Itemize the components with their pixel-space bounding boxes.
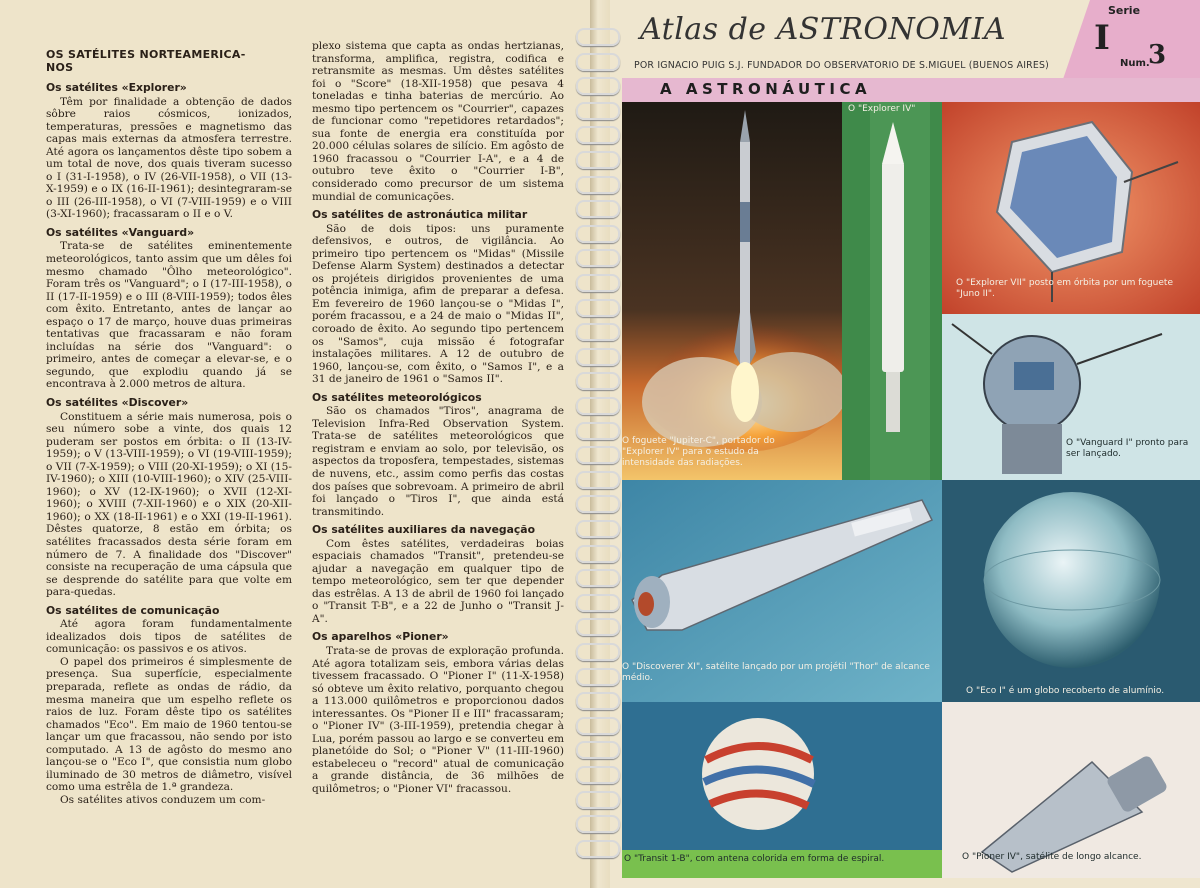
explorer-iv-illustration [842, 102, 942, 480]
binding-ring [576, 471, 620, 489]
binding-ring [576, 422, 620, 440]
panel-pioner-iv [942, 702, 1200, 878]
panel-vanguard-i [942, 314, 1200, 480]
section-heading: Os aparelhos «Pioner» [312, 630, 449, 644]
body-paragraph: Têm por finalidade a obtenção de dados sôbre raios cósmicos, ionizados, temperaturas, pressões e magnetismo das capas mais externas da atmosfera terrestre. Até agora os lançamentos dêste tipo sobem a um total de nove, dos quais tiveram sucesso o I (31-I-1958), o IV (26-VII-1958), o VII (13-X-1959) e o IX (16-II-1961); desintegraram-se o III (26-III-1958), o VI (7-VIII-1959) e o VIII (3-XI-1960); fracassaram o II e o V. [46, 95, 292, 221]
body-paragraph: Trata-se de satélites eminentemente meteorológicos, tanto assim que um dêles foi mesmo chamado "Ôlho meteorológico". Foram três os "Vanguard"; o I (17-III-1958), o II (17-II-1959) e o III (8-VIII-1959); todos êles com êxito. Entretanto, antes de lançar ao espaço o 17 de março, houve duas primeiras tentativas que fracassaram e não foram incluídas na série dos "Vanguard": o primeiro, antes de começar a elevar-se, e o segundo, que explodiu quando já se encontrava à 2.000 metros de altura. [46, 240, 292, 391]
binding-ring [576, 840, 620, 858]
binding-ring [576, 668, 620, 686]
eco-i-illustration [942, 480, 1200, 702]
caption-jupiter-c: O foguete "Jupiter-C", portador do "Explorer IV" para o estudo da intensidade das radiações. [622, 436, 775, 468]
serie-label: Serie [1108, 4, 1141, 17]
binding-ring [576, 791, 620, 809]
jupiter-c-illustration [622, 102, 842, 480]
binding-ring [576, 446, 620, 464]
section-title: A ASTRONÁUTICA [660, 80, 872, 98]
body-paragraph: Os satélites ativos conduzem um com- [60, 793, 266, 806]
section-heading: Os satélites auxiliares da navegação [312, 523, 536, 537]
binding-ring [576, 53, 620, 71]
text-column-left [46, 48, 292, 806]
body-paragraph: Trata-se de provas de exploração profunda. Até agora totalizam seis, embora várias delas tivessem fracassado. O "Pioner I" (11-X-1958) só obteve um êxito relativo, porquanto chegou a 113.000 quilômetros e proporcionou dados interessantes. Os "Pioner II e III" fracassaram; o "Pioner IV" (3-III-1959), pretendia chegar à Lua, porém passou ao largo e se converteu em planetóide do Sol; o "Pioner V" (11-III-1960) estabeleceu o "record" atual de comunicação a grande distância, de 36 milhões de quilômetros; o "Pioner VI" fracassou. [312, 644, 564, 795]
binding-ring [576, 126, 620, 144]
binding-ring [576, 692, 620, 710]
binding-ring [576, 741, 620, 759]
binding-ring [576, 28, 620, 46]
binding-ring [576, 372, 620, 390]
binding-ring [576, 249, 620, 267]
atlas-subtitle: POR IGNACIO PUIG S.J. FUNDADOR DO OBSERVATORIO DE S.MIGUEL (BUENOS AIRES) [634, 60, 1050, 71]
binding-ring [576, 815, 620, 833]
binding-ring [576, 545, 620, 563]
transit-ib-illustration [622, 702, 942, 878]
body-paragraph: O papel dos primeiros é simplesmente de presença. Sua superfície, especialmente preparada, reflete as ondas de rádio, da mesma maneira que um espelho reflete os raios de luz. Foram dêste tipo os satélites chamados "Eco". Em maio de 1960 tentou-se lançar um que fracassou, não sendo por isto computado. A 13 de agôsto do mesmo ano lançou-se o "Eco I", que consistia num globo iluminado de 30 metros de diâmetro, visível como uma estrêla de 1.ª grandeza. [46, 655, 292, 794]
binding-ring [576, 299, 620, 317]
caption-explorer-iv: O "Explorer IV" [848, 104, 916, 114]
binding-ring [576, 274, 620, 292]
caption-transit-ib: O "Transit 1-B", com antena colorida em forma de espiral. [624, 854, 885, 864]
panel-eco-i [942, 480, 1200, 702]
caption-eco-i: O "Eco I" é um globo recoberto de alumínio. [966, 686, 1165, 696]
binding-ring [576, 151, 620, 169]
serie-box-corner [1060, 0, 1090, 88]
body-paragraph: Constituem a série mais numerosa, pois o seu número sobe a vinte, dos quais 12 puderam ser postos em órbita: o II (13-IV-1959); o V (13-VIII-1959); o VI (19-VIII-1959); o VII (7-X-1959); o VIII (20-XI-1959); o XI (15-IV-1960); o XIII (10-VIII-1960); o XIV (25-VIII-1960); o XV (12-IX-1960); o XVII (12-XI-1960); o XVIII (7-XII-1960) e o XIX (20-XII-1960); o XX (18-II-1961) e o XXI (19-II-1961). Dêstes quatorze, 8 estão em órbita; os satélites fracassados desta série foram em número de 7. A finalidade dos "Discover" consiste na recuperação de uma cápsula que se desprende do satélite para que volte em para-quedas. [46, 410, 292, 599]
binding-ring [576, 397, 620, 415]
binding-ring [576, 618, 620, 636]
caption-pioner-iv: O "Pioner IV", satélite de longo alcance. [962, 852, 1142, 862]
binding-ring [576, 323, 620, 341]
panel-transit-ib [622, 702, 942, 878]
panel-explorer-iv [842, 102, 942, 480]
binding-ring [576, 176, 620, 194]
atlas-title: Atlas de ASTRONOMIA [640, 12, 1007, 47]
binding-ring [576, 643, 620, 661]
binding-ring [576, 594, 620, 612]
body-paragraph: plexo sistema que capta as ondas hertzianas, transforma, amplifica, registra, codifica e retransmite as mesmas. Um dêstes satélites foi o "Score" (18-XII-1958) que pesava 4 toneladas e tinha baterias de mercúrio. Ao mesmo tipo pertencem os "Courrier", capazes de funcionar como "repetidores retardados"; sua fonte de energia era constituída por 20.000 células solares de silício. Em agôsto de 1960 fracassou o "Courrier I-A", e a 4 de outubro teve êxito o "Courrier I-B", considerado como precursor de um sistema mundial de comunicações. [312, 40, 564, 203]
binding-ring [576, 348, 620, 366]
caption-explorer-vii: O "Explorer VII" posto em órbita por um foguete "Juno II". [956, 278, 1173, 299]
column-heading: OS SATÉLITES NORTEAMERICA- NOS [46, 48, 246, 74]
section-heading: Os satélites de comunicação [46, 603, 220, 617]
panel-jupiter-c [622, 102, 842, 480]
body-paragraph: São os chamados "Tiros", anagrama de Television Infra-Red Observation System. Trata-se de satélites meteorológicos que registram e enviam ao solo, por televisão, os aspectos da troposfera, tempestades, sistemas de nuvens, etc., assim como perfis das costas dos países que sobrevoam. A primeiro de abril foi lançado o "Tiros I", que ainda está transmitindo. [312, 405, 564, 518]
section-heading: Os satélites «Vanguard» [46, 225, 195, 239]
binding-ring [576, 495, 620, 513]
binding-ring [576, 225, 620, 243]
binding-ring [576, 766, 620, 784]
body-paragraph: São de dois tipos: uns puramente defensivos, e outros, de vigilância. Ao primeiro tipo pertencem os "Midas" (Missile Defense Alarm System) destinados a detectar os projéteis dirigidos provenientes de uma potência inimiga, afim de preparar a defesa. Em fevereiro de 1960 lançou-se o "Midas I", porém fracassou, e a 24 de maio o "Midas II", coroado de êxito. Ao segundo tipo pertencem os "Samos", cuja missão é fotografar instalações militares. A 12 de outubro de 1960, lançou-se, com êxito, o "Samos I", e a 31 de janeiro de 1961 o "Samos II". [312, 222, 564, 386]
num-label: Num. [1120, 58, 1150, 69]
num-value: 3 [1148, 40, 1167, 70]
binding-ring [576, 200, 620, 218]
section-heading: Os satélites de astronáutica militar [312, 208, 528, 222]
body-paragraph: Até agora foram fundamentalmente idealizados dois tipos de satélites de comunicação: os passivos e os ativos. [46, 618, 292, 656]
text-column-middle [312, 40, 564, 796]
binding-ring [576, 569, 620, 587]
section-heading: Os satélites meteorológicos [312, 390, 482, 404]
section-heading: Os satélites «Discover» [46, 396, 189, 410]
panel-discoverer-xi [622, 480, 942, 702]
body-paragraph: Com êstes satélites, verdadeiras boias espaciais chamados "Transit", pretendeu-se ajudar a navegação em qualquer tipo de tempo meteorológico, sem ter que depender das estrêlas. A 13 de abril de 1960 foi lançado o "Transit T-B", e a 22 de Junho o "Transit J-A". [312, 537, 564, 625]
panel-explorer-vii [942, 102, 1200, 314]
section-heading: Os satélites «Explorer» [46, 81, 187, 94]
serie-value: I [1094, 18, 1110, 58]
caption-vanguard-i: O "Vanguard I" pronto para ser lançado. [1066, 438, 1189, 459]
caption-discoverer-xi: O "Discoverer XI", satélite lançado por um projétil "Thor" de alcance médio. [622, 662, 930, 683]
binding-ring [576, 77, 620, 95]
binding-ring [576, 102, 620, 120]
binding-ring [576, 520, 620, 538]
binding-ring [576, 717, 620, 735]
